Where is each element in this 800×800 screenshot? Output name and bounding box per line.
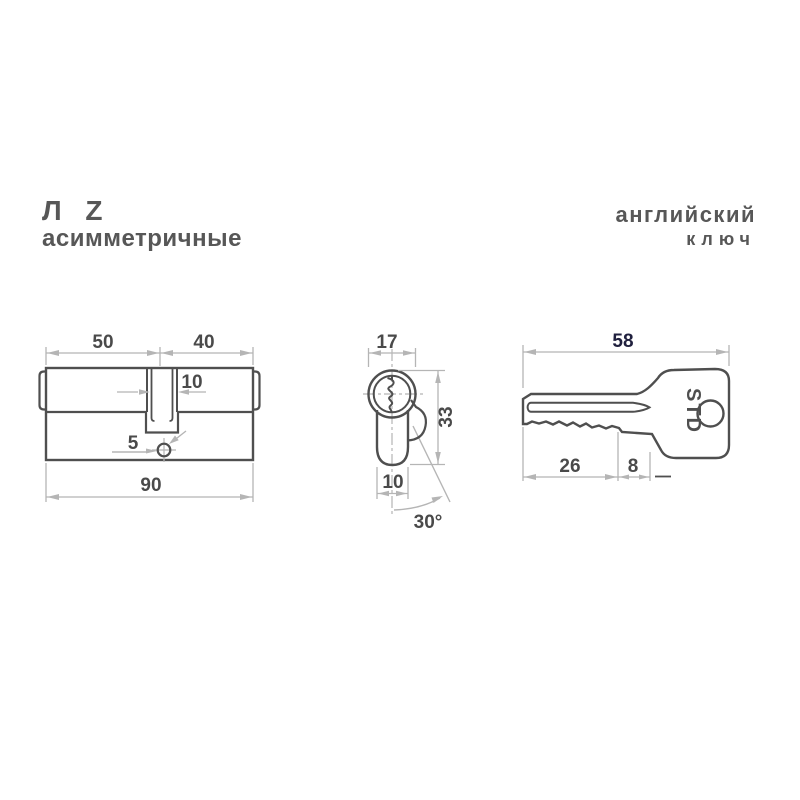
screw-leader-arrow-diagonal [169, 436, 179, 445]
dim-arrow [47, 494, 59, 500]
dim-arrow [139, 389, 150, 394]
dim-arrow [524, 474, 536, 480]
top-dim-extension-lines [46, 347, 253, 366]
screw-dim-label: 5 [127, 433, 139, 454]
dim-arrow [524, 349, 536, 355]
diameter-dim-label: 17 [376, 332, 398, 353]
key-stamp-label: STD [682, 388, 704, 434]
slot-dim-label: 10 [181, 372, 203, 393]
blade-length-dim-label: 26 [559, 456, 581, 477]
right-half-dim-label: 40 [193, 332, 215, 353]
series-subtitle-label: асимметричные [42, 225, 242, 252]
body-width-dim-label: 10 [382, 472, 404, 493]
key-view [523, 331, 729, 481]
series-code-label: Л Z [42, 195, 111, 226]
dim-arrow [639, 475, 649, 480]
dim-arrow [147, 350, 159, 356]
screw-leader-arrow-right [146, 449, 157, 454]
key-type-line2-label: ключ [686, 229, 756, 249]
cylinder-front-view [363, 332, 457, 533]
cylinder-side-view [40, 332, 260, 502]
product-series-title [42, 196, 242, 252]
dim-arrow [605, 474, 617, 480]
cam-slot-inner-walls [152, 368, 173, 421]
dim-arrow [435, 372, 441, 384]
key-type-line1-label: английский [615, 202, 756, 227]
angle-arc-arrow [432, 496, 444, 503]
dim-arrow [435, 452, 441, 464]
dim-arrow [716, 349, 728, 355]
dim-arrow [403, 350, 415, 356]
left-half-dim-label: 50 [92, 332, 114, 353]
dim-arrow [240, 350, 252, 356]
total-length-dim-label: 90 [140, 475, 162, 496]
dim-arrow [240, 494, 252, 500]
cylinder-body-outline [46, 368, 253, 460]
key-length-dim-label: 58 [612, 331, 634, 352]
shoulder-dim-label: 8 [627, 456, 639, 477]
height-dim-label: 33 [436, 406, 457, 428]
blade-groove [528, 403, 650, 412]
key-type-title [616, 202, 756, 250]
cam-angle-label: 30° [413, 512, 443, 533]
dim-arrow [47, 350, 59, 356]
dim-arrow [161, 350, 173, 356]
